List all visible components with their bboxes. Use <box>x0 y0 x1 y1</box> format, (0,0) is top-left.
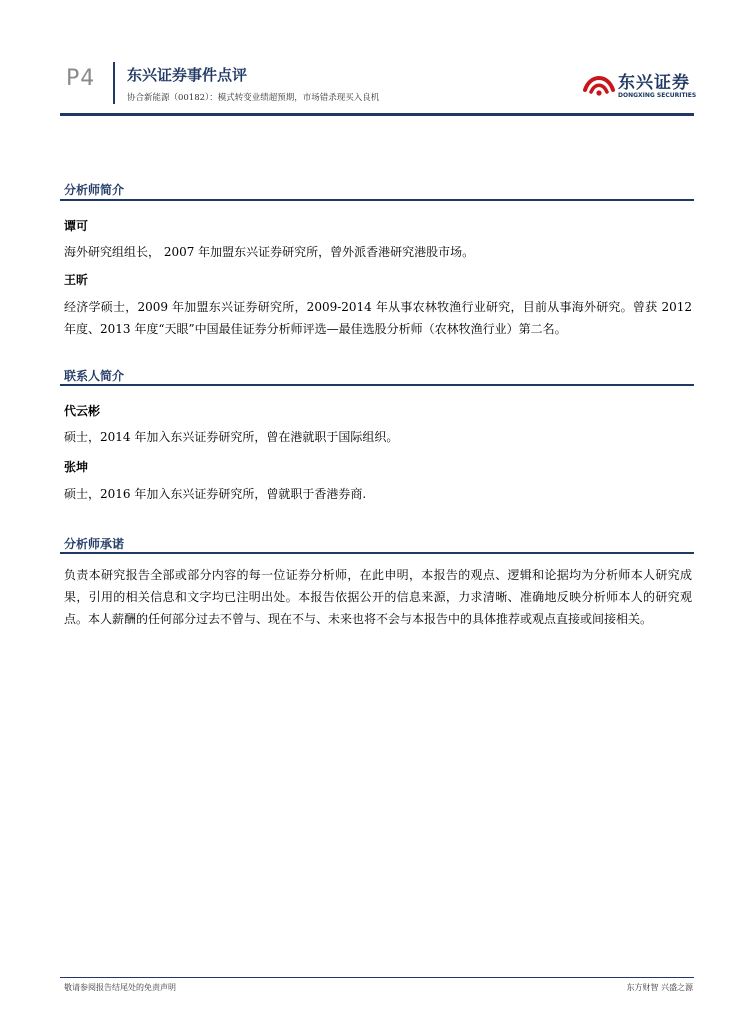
analyst-bio: 海外研究组组长， 2007 年加盟东兴证券研究所，曾外派香港研究港股市场。 <box>64 245 475 259</box>
report-subtitle: 协合新能源（00182）：模式转变业绩超预期，市场错杀现买入良机 <box>127 93 380 103</box>
contact-bio: 硕士，2014 年加入东兴证券研究所，曾在港就职于国际组织。 <box>64 430 399 444</box>
footer-disclaimer-note: 敬请参阅报告结尾处的免责声明 <box>64 983 176 992</box>
contact-name: 张坤 <box>64 460 89 474</box>
page-number: P4 <box>66 66 96 91</box>
section-rule <box>60 552 694 554</box>
footer-rule <box>60 977 694 978</box>
header-rule <box>60 113 694 116</box>
dongxing-logo-icon <box>582 68 616 98</box>
footer-slogan: 东方财智 兴盛之源 <box>626 983 693 992</box>
logo-name-cn: 东兴证券 <box>618 73 690 93</box>
commitment-text: 负责本研究报告全部或部分内容的每一位证券分析师，在此申明，本报告的观点、逻辑和论据均为分析师本人研究成果，引用的相关信息和文字均已注明出处。本报告依据公开的信息来源，力求清晰、准确地反映分析师本人的研究观点。本人薪酬的任何部分过去不曾与、现在不与、未来也将不会与本报告中的具体推荐或观点直接或间接相关。 <box>64 568 692 626</box>
analyst-name: 谭可 <box>64 219 89 233</box>
section-title-contacts: 联系人简介 <box>64 369 125 383</box>
section-rule <box>60 384 694 386</box>
contact-name: 代云彬 <box>64 404 101 418</box>
report-type: 东兴证券事件点评 <box>127 66 248 84</box>
section-title-commitment: 分析师承诺 <box>64 537 125 551</box>
contact-bio: 硕士，2016 年加入东兴证券研究所，曾就职于香港券商. <box>64 487 367 501</box>
analyst-bio: 经济学硕士，2009 年加盟东兴证券研究所，2009-2014 年从事农林牧渔行业研究，目前从事海外研究。曾获 2012 年度、2013 年度“天眼”中国最佳证券分析师评选—最佳选股分析师（农林牧渔行业）第二名。 <box>64 300 692 336</box>
header-divider <box>113 62 115 104</box>
analyst-name: 王昕 <box>64 273 89 287</box>
page-header <box>60 58 697 116</box>
dongxing-logo <box>582 64 697 104</box>
section-rule <box>60 199 694 201</box>
section-title-analysts: 分析师简介 <box>64 183 125 197</box>
logo-name-en: DONGXING SECURITIES <box>618 92 697 99</box>
